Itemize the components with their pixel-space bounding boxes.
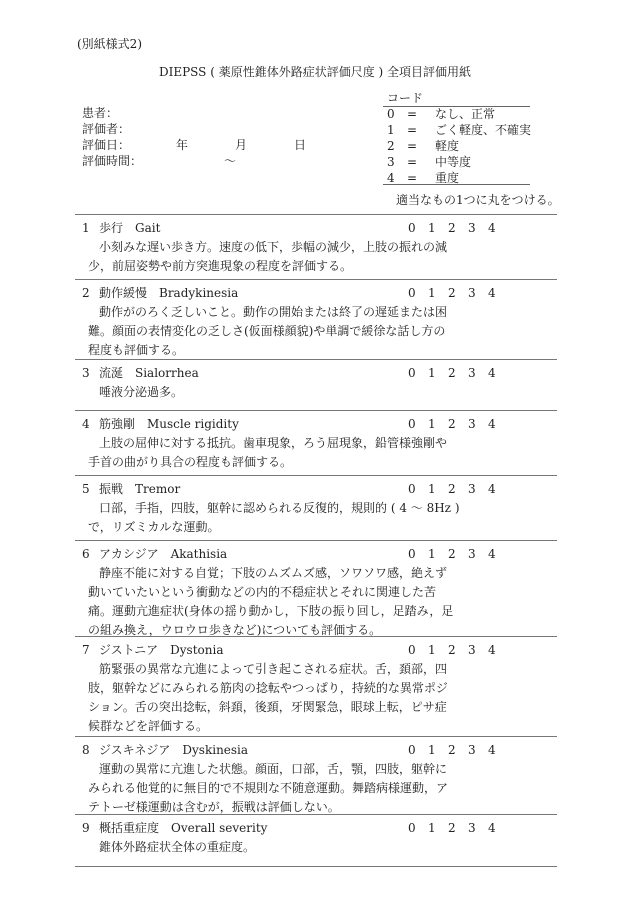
item-number: 7 bbox=[82, 643, 90, 657]
code-label: なし、正常 bbox=[435, 107, 496, 121]
item-number: 3 bbox=[82, 366, 90, 380]
score-option[interactable]: 3 bbox=[468, 743, 476, 757]
item-number: 6 bbox=[82, 547, 90, 561]
score-option[interactable]: 1 bbox=[428, 643, 436, 657]
time-tilde: ～ bbox=[224, 154, 237, 168]
code-value: 1 bbox=[387, 123, 395, 137]
time-label: 評価時間： bbox=[82, 154, 143, 168]
score-option[interactable]: 3 bbox=[468, 821, 476, 835]
code-equals: = bbox=[407, 139, 418, 153]
score-option[interactable]: 1 bbox=[428, 221, 436, 235]
patient-label: 患者： bbox=[82, 106, 119, 120]
score-option[interactable]: 4 bbox=[488, 743, 496, 757]
item-description bbox=[88, 564, 557, 640]
score-option[interactable]: 2 bbox=[448, 643, 456, 657]
score-options bbox=[408, 480, 508, 499]
code-label: 重度 bbox=[435, 171, 460, 185]
code-header: コード bbox=[387, 91, 424, 105]
item-number: 8 bbox=[82, 743, 90, 757]
score-option[interactable]: 4 bbox=[488, 643, 496, 657]
code-equals: = bbox=[407, 107, 418, 121]
description-line: 運動の異常に亢進した状態。顔面，口部，舌，顎，四肢，躯幹に bbox=[99, 762, 448, 776]
score-option[interactable]: 1 bbox=[428, 743, 436, 757]
description-line: 少，前屈姿勢や前方突進現象の程度を評価する。 bbox=[88, 259, 353, 273]
item-description bbox=[88, 303, 557, 360]
score-option[interactable]: 0 bbox=[408, 286, 416, 300]
code-value: 4 bbox=[387, 171, 395, 185]
score-option[interactable]: 0 bbox=[408, 366, 416, 380]
code-equals: = bbox=[407, 123, 418, 137]
score-option[interactable]: 2 bbox=[448, 286, 456, 300]
item-description bbox=[88, 383, 557, 402]
code-value: 2 bbox=[387, 139, 395, 153]
date-label: 評価日： bbox=[82, 138, 131, 152]
score-option[interactable]: 1 bbox=[428, 286, 436, 300]
description-line: 動いていたいという衝動などの内的不穏症状とそれに関連した苦 bbox=[88, 585, 437, 599]
item-description bbox=[88, 434, 557, 472]
description-line: 静座不能に対する自覚；下肢のムズムズ感，ソワソワ感，絶えず bbox=[99, 566, 448, 580]
code-note: 適当なもの1つに丸をつける。 bbox=[396, 193, 560, 207]
item-4 bbox=[75, 411, 557, 472]
score-option[interactable]: 2 bbox=[448, 417, 456, 431]
code-bottom-rule bbox=[383, 184, 530, 185]
description-line: 難。顔面の表情変化の乏しさ(仮面様顔貌)や単調で緩徐な話し方の bbox=[88, 324, 446, 338]
description-line: 唾液分泌過多。 bbox=[99, 385, 184, 399]
item-description bbox=[88, 499, 557, 537]
score-options bbox=[408, 741, 508, 760]
item-number: 5 bbox=[82, 482, 90, 496]
item-number: 1 bbox=[82, 221, 90, 235]
score-option[interactable]: 3 bbox=[468, 643, 476, 657]
item-3 bbox=[75, 360, 557, 402]
score-option[interactable]: 4 bbox=[488, 286, 496, 300]
item-number: 2 bbox=[82, 286, 90, 300]
score-options bbox=[408, 545, 508, 564]
score-option[interactable]: 4 bbox=[488, 821, 496, 835]
code-row bbox=[387, 122, 531, 138]
score-option[interactable]: 1 bbox=[428, 417, 436, 431]
description-line: 筋緊張の異常な亢進によって引き起こされる症状。舌，頚部，四 bbox=[99, 662, 448, 676]
score-option[interactable]: 1 bbox=[428, 821, 436, 835]
item-name: 流涎 Sialorrhea bbox=[99, 366, 199, 380]
score-option[interactable]: 4 bbox=[488, 417, 496, 431]
year-label: 年 bbox=[176, 138, 189, 152]
score-option[interactable]: 3 bbox=[468, 286, 476, 300]
divider bbox=[75, 866, 557, 867]
score-options bbox=[408, 219, 508, 238]
code-equals: = bbox=[407, 155, 418, 169]
description-line: 痛。運動亢進症状(身体の揺り動かし，下肢の振り回し，足踏み，足 bbox=[88, 604, 454, 618]
score-options bbox=[408, 641, 508, 660]
description-line: テトーゼ様運動は含むが，振戦は評価しない。 bbox=[88, 800, 340, 814]
code-equals: = bbox=[407, 171, 418, 185]
item-name: 筋強剛 Muscle rigidity bbox=[99, 417, 239, 431]
score-option[interactable]: 2 bbox=[448, 221, 456, 235]
score-option[interactable]: 4 bbox=[488, 221, 496, 235]
item-name: 振戦 Tremor bbox=[99, 482, 181, 496]
item-name: 歩行 Gait bbox=[99, 221, 161, 235]
item-name: 概括重症度 Overall severity bbox=[99, 821, 268, 835]
score-option[interactable]: 4 bbox=[488, 547, 496, 561]
code-label: 軽度 bbox=[435, 139, 460, 153]
code-value: 0 bbox=[387, 107, 395, 121]
item-9 bbox=[75, 815, 557, 857]
score-option[interactable]: 3 bbox=[468, 417, 476, 431]
score-option[interactable]: 0 bbox=[408, 743, 416, 757]
code-row bbox=[387, 138, 459, 154]
score-option[interactable]: 4 bbox=[488, 482, 496, 496]
item-name: 動作緩慢 Bradykinesia bbox=[99, 286, 239, 300]
item-8 bbox=[75, 737, 557, 817]
item-number: 4 bbox=[82, 417, 90, 431]
description-line: ション。舌の突出捻転，斜頚，後頚，牙関緊急，眼球上転，ピサ症 bbox=[88, 700, 447, 714]
score-option[interactable]: 4 bbox=[488, 366, 496, 380]
score-options bbox=[408, 364, 508, 383]
score-option[interactable]: 0 bbox=[408, 821, 416, 835]
score-option[interactable]: 0 bbox=[408, 221, 416, 235]
description-line: 肢，躯幹などにみられる筋肉の捻転やつっぱり，持続的な異常ポジ bbox=[88, 681, 448, 695]
item-number: 9 bbox=[82, 821, 90, 835]
score-option[interactable]: 0 bbox=[408, 482, 416, 496]
day-label: 日 bbox=[294, 138, 307, 152]
description-line: 程度も評価する。 bbox=[88, 343, 185, 357]
score-option[interactable]: 1 bbox=[428, 482, 436, 496]
score-option[interactable]: 3 bbox=[468, 482, 476, 496]
score-option[interactable]: 1 bbox=[428, 366, 436, 380]
score-option[interactable]: 2 bbox=[448, 547, 456, 561]
item-2 bbox=[75, 280, 557, 360]
score-option[interactable]: 1 bbox=[428, 547, 436, 561]
score-option[interactable]: 3 bbox=[468, 366, 476, 380]
score-option[interactable]: 2 bbox=[448, 743, 456, 757]
item-7 bbox=[75, 637, 557, 736]
rater-label: 評価者： bbox=[82, 122, 131, 136]
code-label: ごく軽度、不確実 bbox=[435, 123, 532, 137]
description-line: 上肢の屈伸に対する抵抗。歯車現象，ろう屈現象，鉛管様強剛や bbox=[99, 436, 448, 450]
score-option[interactable]: 2 bbox=[448, 821, 456, 835]
score-option[interactable]: 3 bbox=[468, 221, 476, 235]
code-label: 中等度 bbox=[435, 155, 472, 169]
description-line: で，リズミカルな運動。 bbox=[88, 520, 220, 534]
item-description bbox=[88, 760, 557, 817]
score-option[interactable]: 2 bbox=[448, 482, 456, 496]
code-value: 3 bbox=[387, 155, 395, 169]
item-name: ジストニア Dystonia bbox=[99, 643, 224, 657]
page-title: DIEPSS ( 薬原性錐体外路症状評価尺度 ) 全項目評価用紙 bbox=[158, 65, 472, 79]
score-options bbox=[408, 284, 508, 303]
code-row bbox=[387, 154, 471, 170]
score-option[interactable]: 3 bbox=[468, 547, 476, 561]
item-name: アカシジア Akathisia bbox=[99, 547, 228, 561]
score-option[interactable]: 0 bbox=[408, 547, 416, 561]
form-label: (別紙様式2) bbox=[77, 37, 142, 51]
item-5 bbox=[75, 476, 557, 537]
description-line: 錐体外路症状全体の重症度。 bbox=[99, 840, 256, 854]
item-description bbox=[88, 838, 557, 857]
score-options bbox=[408, 415, 508, 434]
score-option[interactable]: 0 bbox=[408, 417, 416, 431]
month-label: 月 bbox=[235, 138, 248, 152]
description-line: 小刻みな遅い歩き方。速度の低下，歩幅の減少，上肢の振れの減 bbox=[99, 240, 448, 254]
description-line: 口部，手指，四肢，躯幹に認められる反復的，規則的 ( 4 ～ 8Hz ) bbox=[99, 501, 460, 515]
code-row bbox=[387, 106, 495, 122]
score-options bbox=[408, 819, 508, 838]
description-line: の組み換え，ウロウロ歩きなど)についても評価する。 bbox=[88, 623, 382, 637]
item-description bbox=[88, 660, 557, 736]
description-line: 候群などを評価する。 bbox=[88, 719, 209, 733]
item-6 bbox=[75, 541, 557, 640]
item-1 bbox=[75, 215, 557, 276]
score-option[interactable]: 2 bbox=[448, 366, 456, 380]
description-line: 手首の曲がり具合の程度も評価する。 bbox=[88, 455, 293, 469]
item-description bbox=[88, 238, 557, 276]
description-line: みられる他覚的に無目的で不規則な不随意運動。舞踏病様運動，ア bbox=[88, 781, 449, 795]
score-option[interactable]: 0 bbox=[408, 643, 416, 657]
item-name: ジスキネジア Dyskinesia bbox=[99, 743, 249, 757]
description-line: 動作がのろく乏しいこと。動作の開始または終了の遅延または困 bbox=[99, 305, 448, 319]
